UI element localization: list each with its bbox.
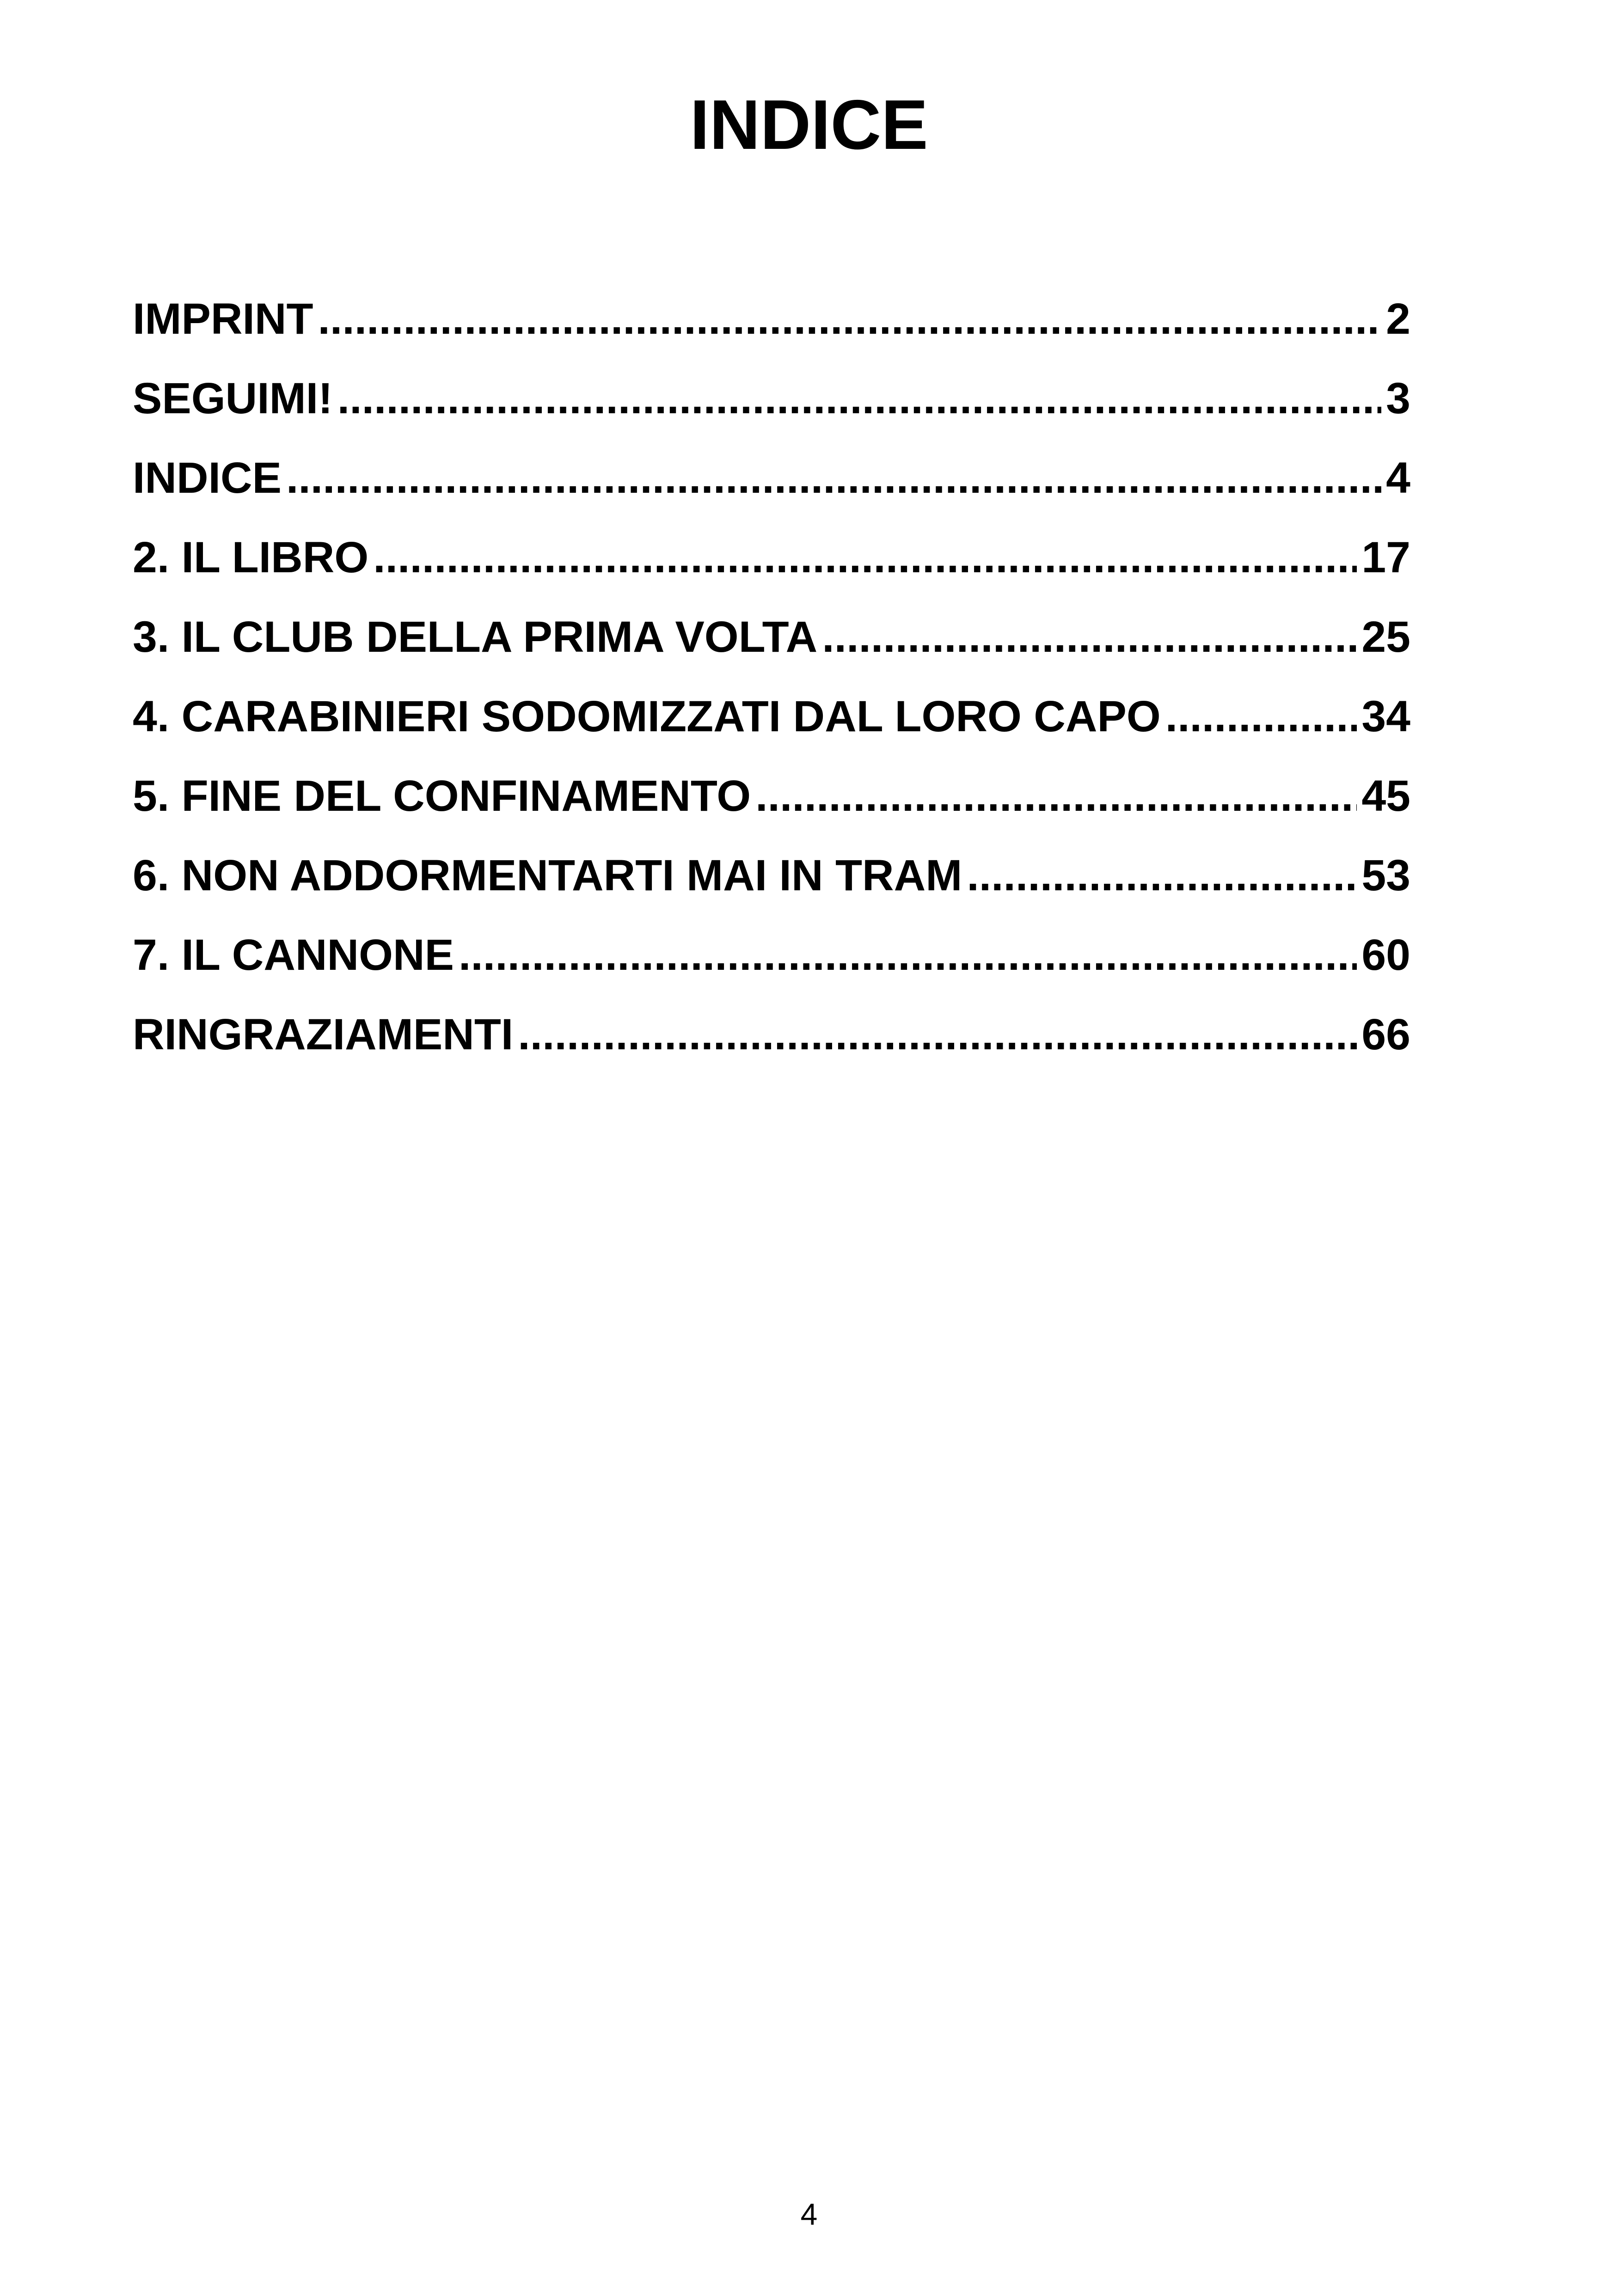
toc-entry-title: INDICE <box>133 453 282 502</box>
toc-entry-page: 34 <box>1361 692 1410 741</box>
toc-dot-leader <box>1165 677 1357 756</box>
toc-entry-page: 4 <box>1386 453 1410 502</box>
toc-entry-page: 25 <box>1361 612 1410 661</box>
toc-dot-leader <box>755 756 1357 836</box>
table-of-contents <box>133 279 1410 1074</box>
toc-entry-title: 2. IL LIBRO <box>133 533 369 582</box>
toc-dot-leader <box>822 597 1357 677</box>
toc-entry-chapter-4[interactable] <box>133 677 1410 756</box>
toc-entry-page: 2 <box>1386 294 1410 343</box>
toc-entry-chapter-7[interactable] <box>133 915 1410 995</box>
toc-dot-leader <box>318 279 1382 359</box>
toc-entry-page: 45 <box>1361 771 1410 820</box>
toc-entry-title: SEGUIMI! <box>133 374 333 423</box>
toc-entry-title: 3. IL CLUB DELLA PRIMA VOLTA <box>133 612 818 661</box>
toc-entry-page: 66 <box>1361 1010 1410 1059</box>
toc-entry-chapter-5[interactable] <box>133 756 1410 836</box>
toc-dot-leader <box>967 836 1357 915</box>
toc-dot-leader <box>286 438 1381 518</box>
toc-entry-title: 6. NON ADDORMENTARTI MAI IN TRAM <box>133 851 962 900</box>
toc-entry-chapter-2[interactable] <box>133 518 1410 597</box>
toc-entry-title: 5. FINE DEL CONFINAMENTO <box>133 771 751 820</box>
toc-entry-chapter-6[interactable] <box>133 836 1410 915</box>
toc-dot-leader <box>337 359 1381 438</box>
toc-entry-chapter-3[interactable] <box>133 597 1410 677</box>
toc-entry-indice[interactable] <box>133 438 1410 518</box>
toc-entry-title: RINGRAZIAMENTI <box>133 1010 514 1059</box>
page-number: 4 <box>800 2197 818 2231</box>
toc-entry-seguimi[interactable] <box>133 359 1410 438</box>
toc-dot-leader <box>518 995 1357 1074</box>
toc-dot-leader <box>459 915 1357 995</box>
toc-entry-title: 4. CARABINIERI SODOMIZZATI DAL LORO CAPO <box>133 692 1161 741</box>
toc-entry-page: 53 <box>1361 851 1410 900</box>
page-title: INDICE <box>690 86 928 164</box>
toc-entry-title: IMPRINT <box>133 294 313 343</box>
toc-entry-title: 7. IL CANNONE <box>133 931 454 980</box>
toc-entry-imprint[interactable] <box>133 279 1410 359</box>
toc-entry-ringraziamenti[interactable] <box>133 995 1410 1074</box>
toc-entry-page: 60 <box>1361 931 1410 980</box>
toc-dot-leader <box>373 518 1357 597</box>
toc-entry-page: 3 <box>1386 374 1410 423</box>
toc-entry-page: 17 <box>1361 533 1410 582</box>
